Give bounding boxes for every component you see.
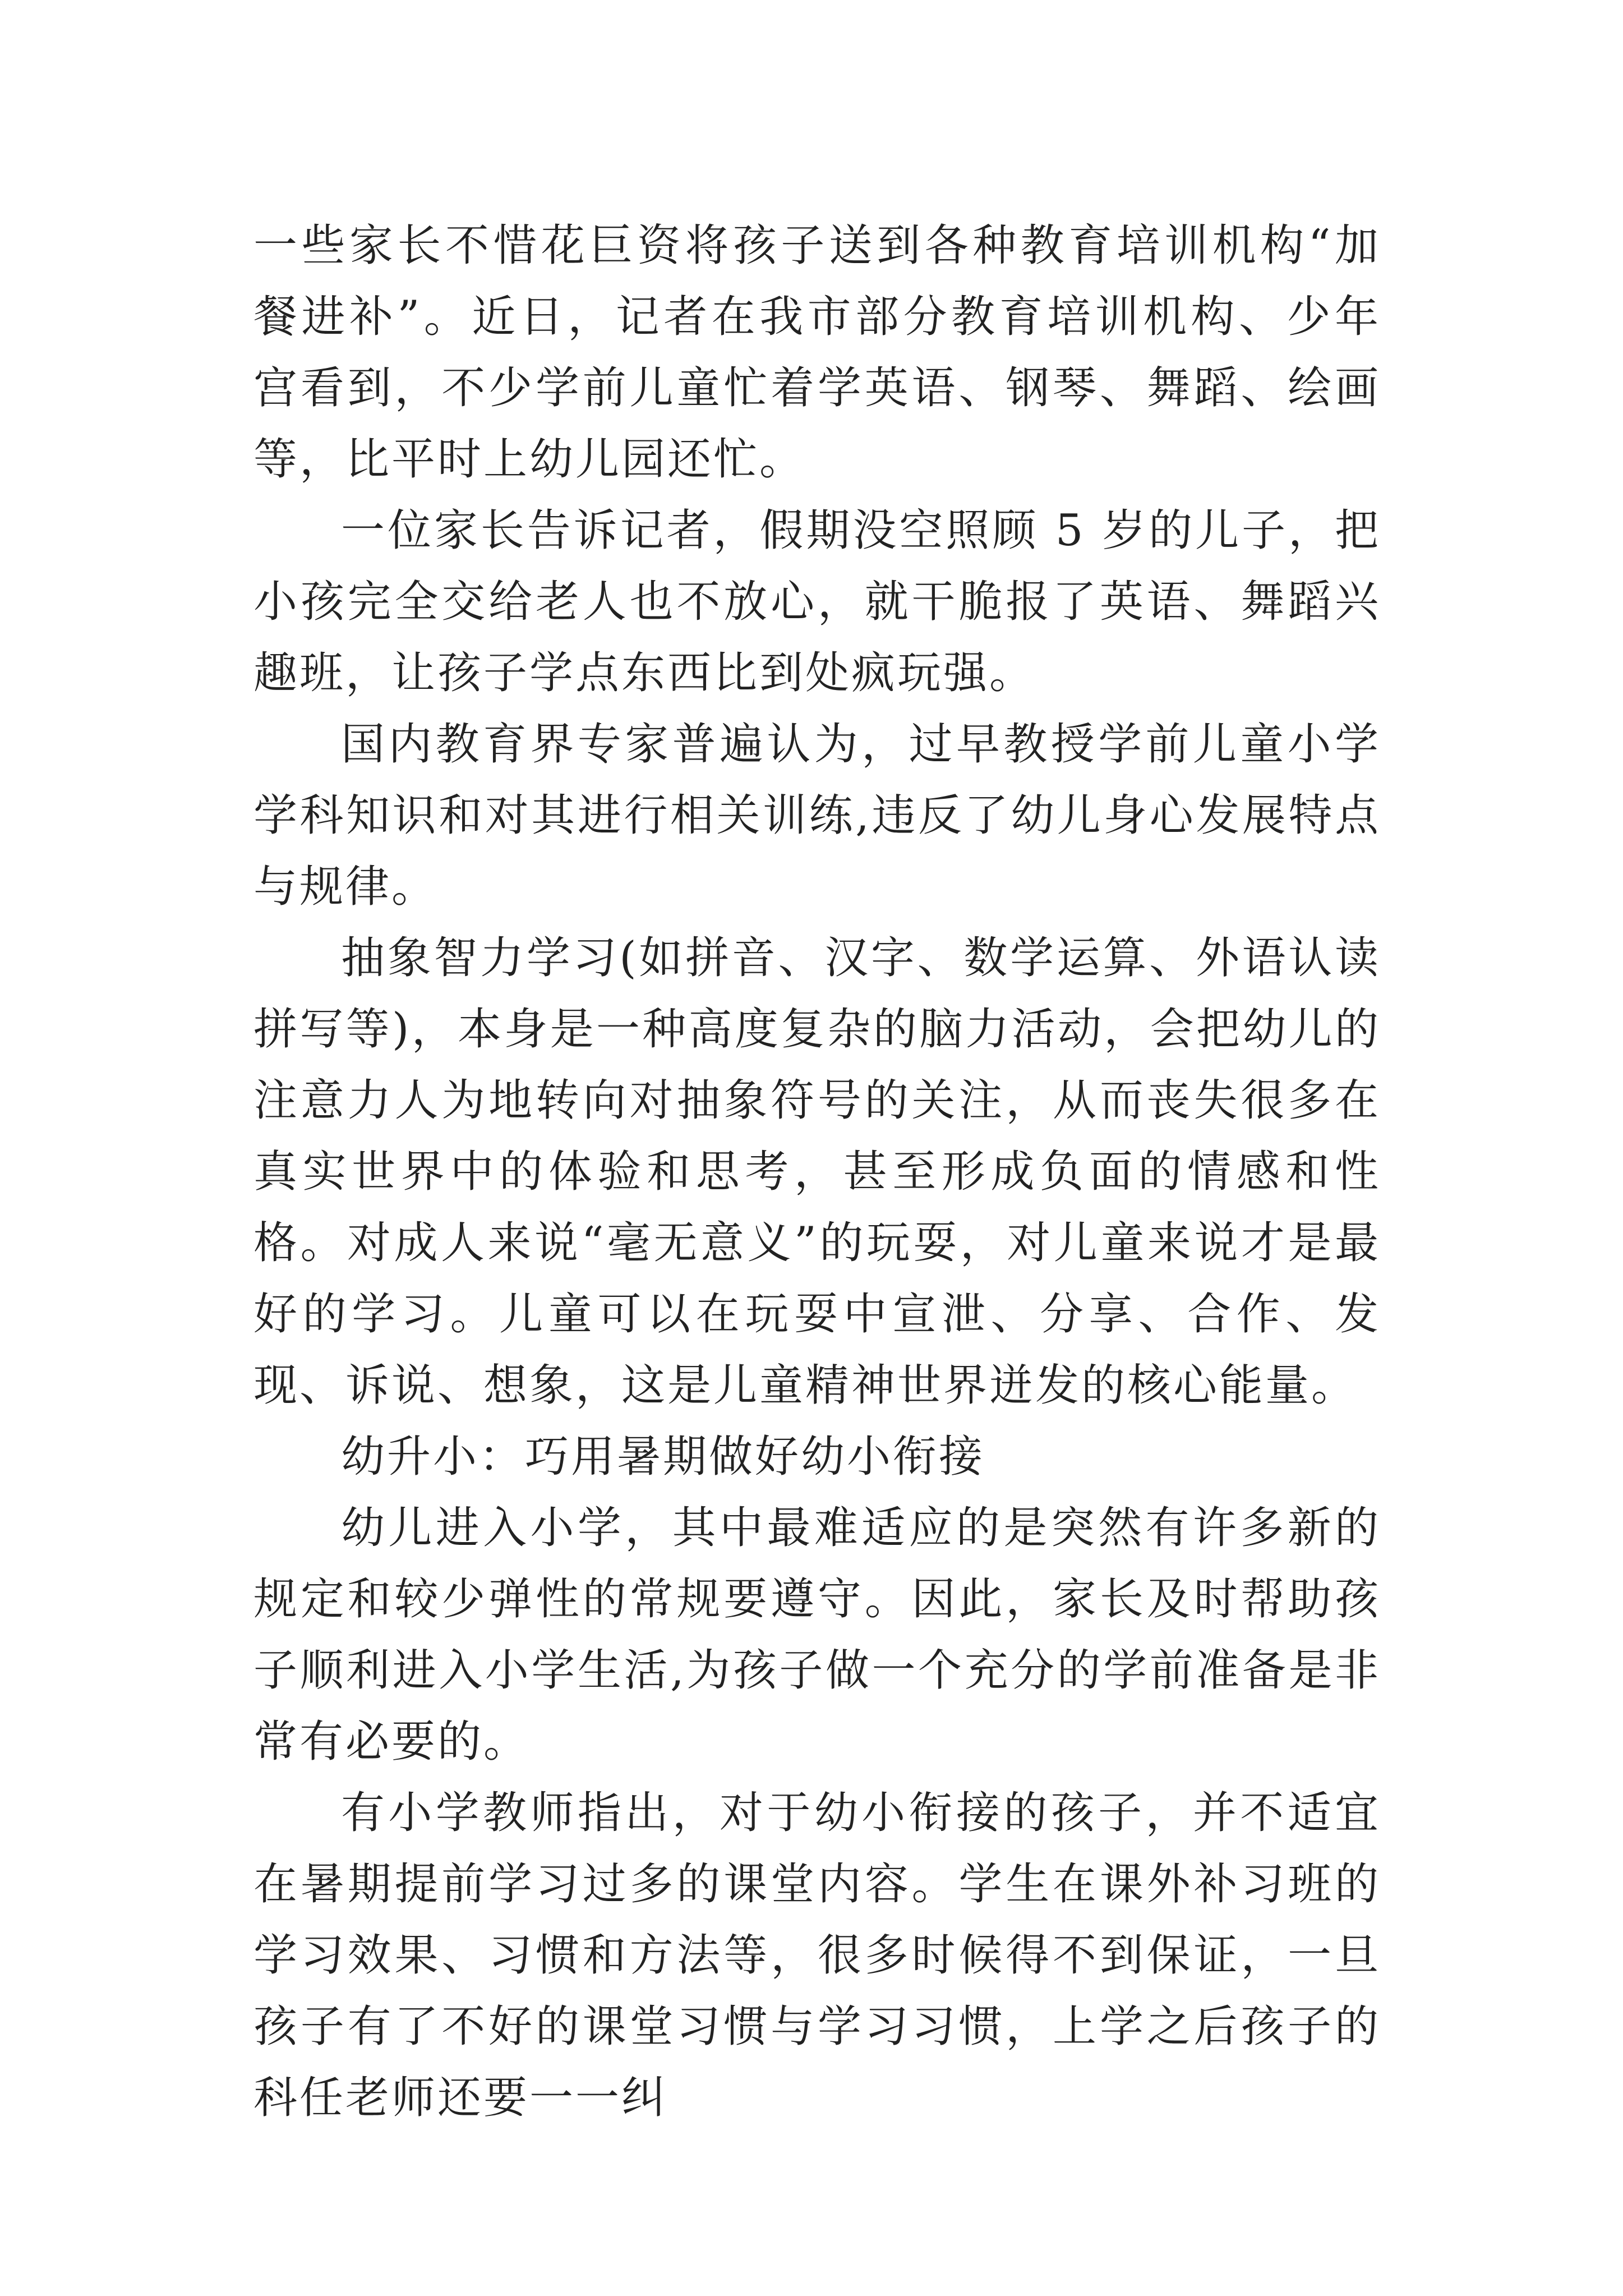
paragraph-7: 有小学教师指出，对于幼小衔接的孩子，并不适宜在暑期提前学习过多的课堂内容。学生在课外补习班的学习效果、习惯和方法等，很多时候得不到保证，一旦孩子有了不好的课堂习惯与学习习惯，上学之后孩子的科任老师还要一一纠 [253, 1788, 1381, 2123]
article-body [253, 210, 1381, 2134]
paragraph-4: 抽象智力学习(如拼音、汉字、数学运算、外语认读拼写等)，本身是一种高度复杂的脑力活动，会把幼儿的注意力人为地转向对抽象符号的关注，从而丧失很多在真实世界中的体验和思考，甚至形成负面的情感和性格。对成人来说“毫无意义”的玩耍，对儿童来说才是最好的学习。儿童可以在玩耍中宣泄、分享、合作、发现、诉说、想象，这是儿童精神世界迸发的核心能量。 [253, 933, 1381, 1411]
paragraph-2: 一位家长告诉记者，假期没空照顾 5 岁的儿子，把小孩完全交给老人也不放心，就干脆报了英语、舞蹈兴趣班，让孩子学点东西比到处疯玩强。 [253, 505, 1381, 698]
paragraph-3: 国内教育界专家普遍认为，过早教授学前儿童小学学科知识和对其进行相关训练,违反了幼儿身心发展特点与规律。 [253, 719, 1381, 912]
paragraph-6: 幼儿进入小学，其中最难适应的是突然有许多新的规定和较少弹性的常规要遵守。因此，家长及时帮助孩子顺利进入小学生活,为孩子做一个充分的学前准备是非常有必要的。 [253, 1503, 1381, 1767]
paragraph-1: 一些家长不惜花巨资将孩子送到各种教育培训机构“加餐进补”。近日，记者在我市部分教育培训机构、少年宫看到，不少学前儿童忙着学英语、钢琴、舞蹈、绘画等，比平时上幼儿园还忙。 [253, 220, 1381, 485]
section-heading: 幼升小：巧用暑期做好幼小衔接 [341, 1432, 985, 1482]
